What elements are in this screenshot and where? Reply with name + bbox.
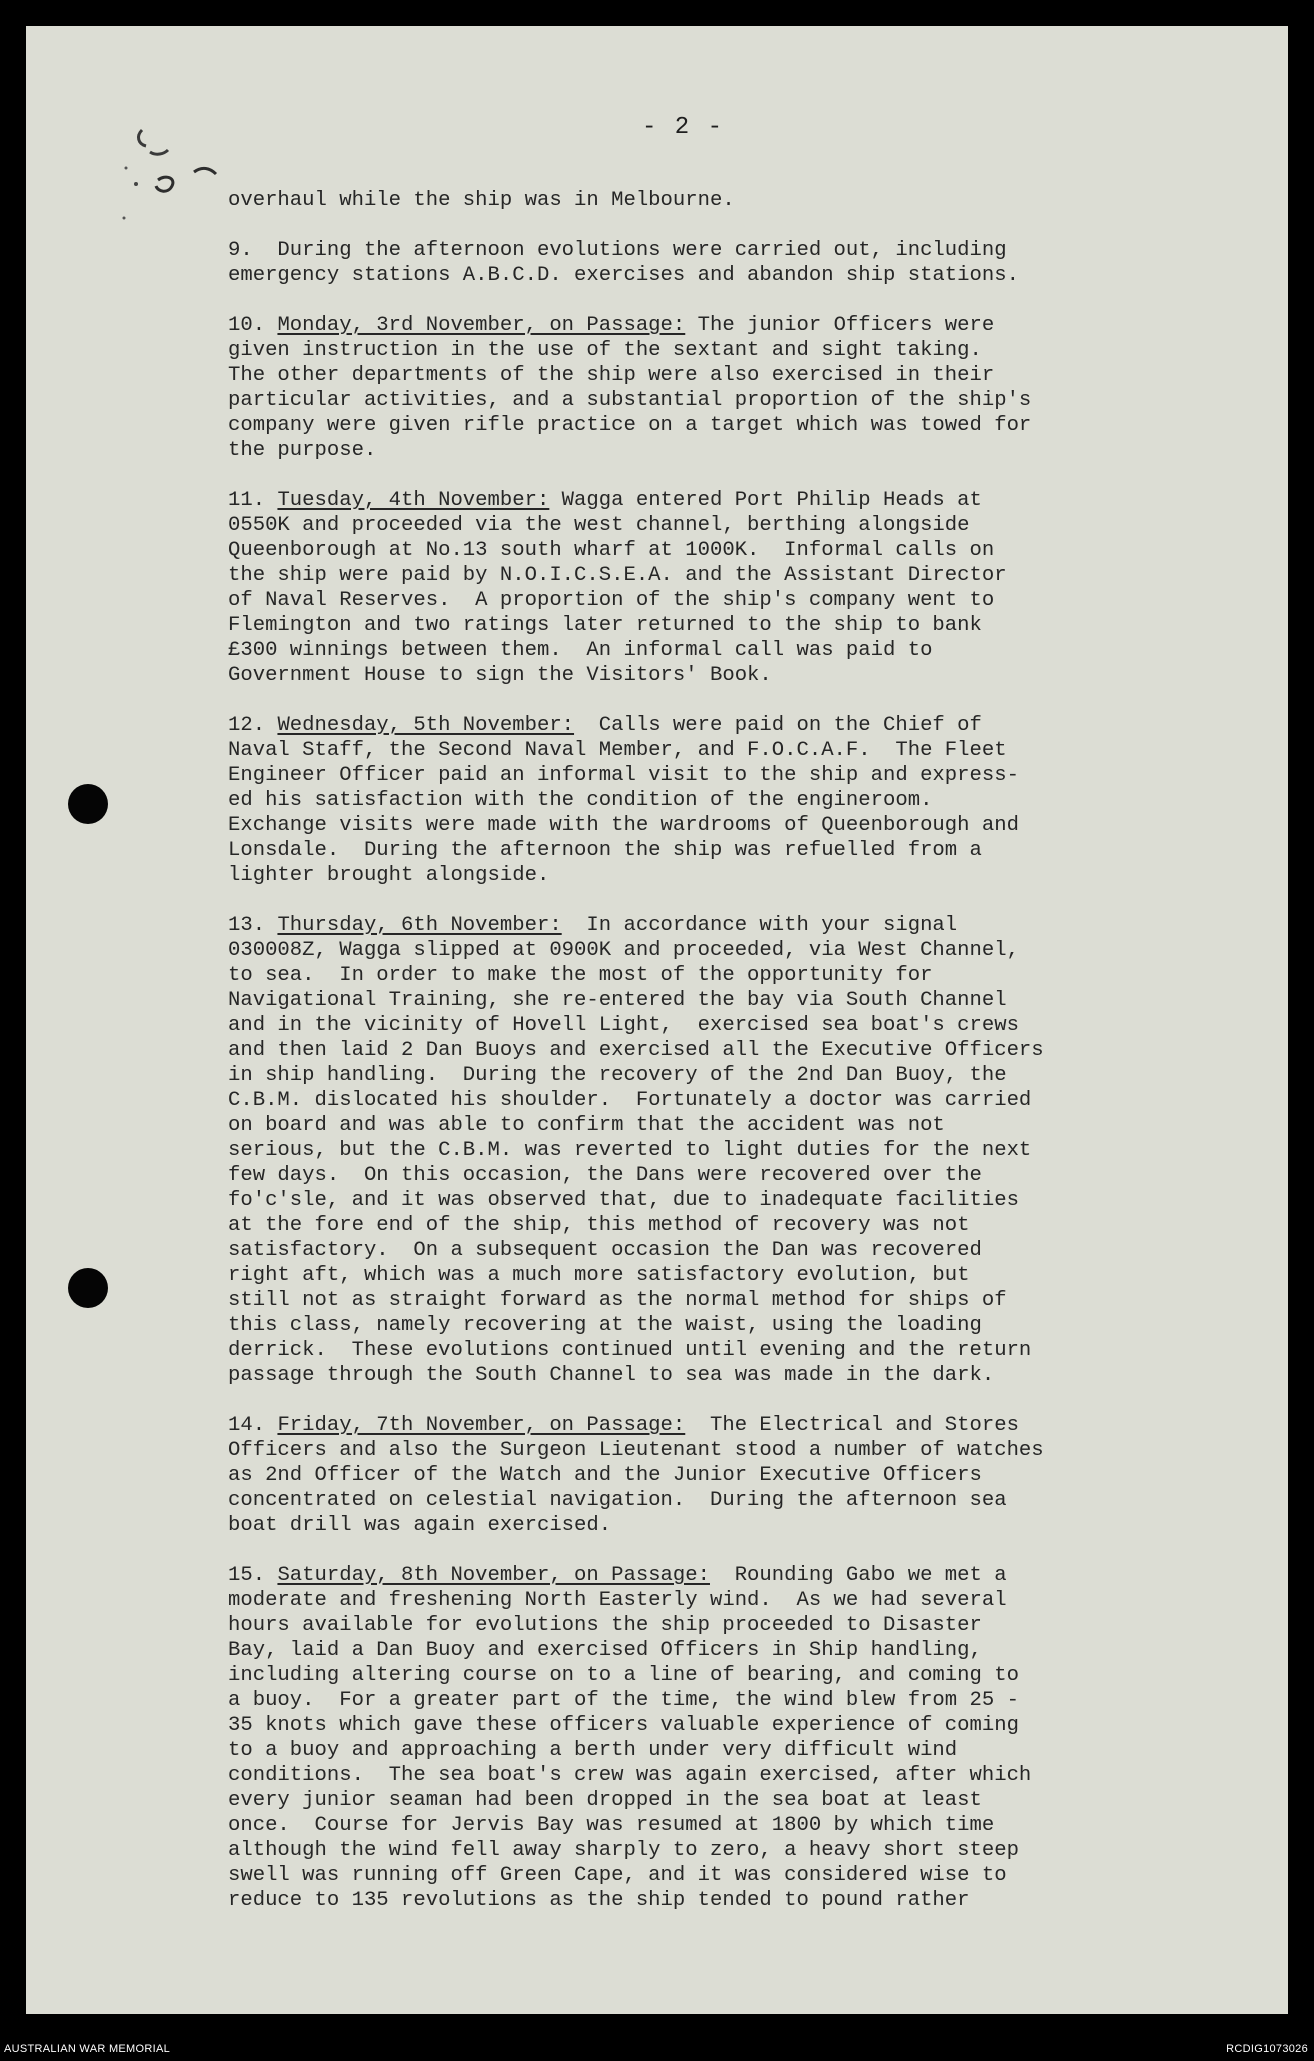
paragraph-heading: Saturday, 8th November, on Passage: [277, 1564, 710, 1587]
paragraph [228, 238, 1108, 288]
text-line: fo'c'sle, and it was observed that, due to inadequate facilities [228, 1189, 1019, 1212]
text-line: right aft, which was a much more satisfactory evolution, but [228, 1264, 970, 1287]
text-line: including altering course on to a line of bearing, and coming to [228, 1664, 1019, 1687]
text-line: 030008Z, Wagga slipped at 0900K and proceeded, via West Channel, [228, 939, 1019, 962]
text-line: emergency stations A.B.C.D. exercises and abandon ship stations. [228, 264, 1019, 287]
text-line [228, 713, 1108, 738]
text-segment: The junior Officers were [685, 314, 995, 337]
text-line: as 2nd Officer of the Watch and the Junior Executive Officers [228, 1464, 982, 1487]
footer-source-label: AUSTRALIAN WAR MEMORIAL [4, 2043, 171, 2055]
punch-hole [68, 784, 108, 824]
text-line: to sea. In order to make the most of the opportunity for [228, 964, 933, 987]
text-line [228, 1413, 1108, 1438]
text-line: Navigational Training, she re-entered the bay via South Channel [228, 989, 1007, 1012]
paragraph [228, 488, 1108, 688]
text-line: a buoy. For a greater part of the time, the wind blew from 25 - [228, 1689, 1019, 1712]
text-line: swell was running off Green Cape, and it was considered wise to [228, 1864, 1007, 1887]
text-line: boat drill was again exercised. [228, 1514, 612, 1537]
paragraph [228, 913, 1108, 1388]
text-line [228, 913, 1108, 938]
text-segment: In accordance with your signal [561, 914, 958, 937]
text-line: few days. On this occasion, the Dans were recovered over the [228, 1164, 982, 1187]
footer-record-id: RCDIG1073026 [1226, 2043, 1308, 2055]
text-line: and then laid 2 Dan Buoys and exercised all the Executive Officers [228, 1039, 1044, 1062]
paragraph [228, 313, 1108, 463]
text-line: the purpose. [228, 439, 377, 462]
paragraph-number: 11. [228, 489, 278, 512]
text-line: Flemington and two ratings later returned to the ship to bank [228, 614, 982, 637]
paragraph [228, 1563, 1108, 1913]
punch-hole [68, 1268, 108, 1308]
text-line: particular activities, and a substantial proportion of the ship's [228, 389, 1032, 412]
document-page [26, 26, 1288, 2014]
document-body [228, 188, 1108, 1938]
text-line: 35 knots which gave these officers valuable experience of coming [228, 1714, 1019, 1737]
text-line: given instruction in the use of the sextant and sight taking. [228, 339, 982, 362]
paragraph [228, 713, 1108, 888]
text-line: Officers and also the Surgeon Lieutenant stood a number of watches [228, 1439, 1044, 1462]
paragraph-number: 13. [228, 914, 278, 937]
text-line: The other departments of the ship were also exercised in their [228, 364, 995, 387]
text-line: Naval Staff, the Second Naval Member, and F.O.C.A.F. The Fleet [228, 739, 1007, 762]
text-line: this class, namely recovering at the waist, using the loading [228, 1314, 982, 1337]
text-line: overhaul while the ship was in Melbourne. [228, 189, 735, 212]
text-line: the ship were paid by N.O.I.C.S.E.A. and the Assistant Director [228, 564, 1007, 587]
text-line: to a buoy and approaching a berth under very difficult wind [228, 1739, 958, 1762]
text-line: £300 winnings between them. An informal call was paid to [228, 639, 933, 662]
text-segment: The Electrical and Stores [685, 1414, 1019, 1437]
text-line: on board and was able to confirm that the accident was not [228, 1114, 945, 1137]
text-line: of Naval Reserves. A proportion of the ship's company went to [228, 589, 995, 612]
text-line: C.B.M. dislocated his shoulder. Fortunately a doctor was carried [228, 1089, 1032, 1112]
text-line: satisfactory. On a subsequent occasion the Dan was recovered [228, 1239, 982, 1262]
page-number: - 2 - [642, 114, 725, 141]
text-segment: Calls were paid on the Chief of [574, 714, 982, 737]
text-line: lighter brought alongside. [228, 864, 550, 887]
paragraph-number: 14. [228, 1414, 278, 1437]
text-line: every junior seaman had been dropped in the sea boat at least [228, 1789, 982, 1812]
text-line [228, 1563, 1108, 1588]
text-line: derrick. These evolutions continued until evening and the return [228, 1339, 1032, 1362]
text-line: moderate and freshening North Easterly wind. As we had several [228, 1589, 1007, 1612]
text-line: ed his satisfaction with the condition of the engineroom. [228, 789, 933, 812]
text-line [228, 313, 1108, 338]
paragraph-heading: Tuesday, 4th November: [277, 489, 550, 512]
text-line: conditions. The sea boat's crew was again exercised, after which [228, 1764, 1032, 1787]
text-line: once. Course for Jervis Bay was resumed at 1800 by which time [228, 1814, 995, 1837]
text-line [228, 488, 1108, 513]
paragraph-heading: Friday, 7th November, on Passage: [277, 1414, 686, 1437]
text-line: Exchange visits were made with the wardrooms of Queenborough and [228, 814, 1019, 837]
text-line: reduce to 135 revolutions as the ship tended to pound rather [228, 1889, 970, 1912]
text-line: company were given rifle practice on a target which was towed for [228, 414, 1032, 437]
paragraph-number: 10. [228, 314, 278, 337]
text-line: passage through the South Channel to sea was made in the dark. [228, 1364, 995, 1387]
text-line: still not as straight forward as the normal method for ships of [228, 1289, 1007, 1312]
text-line: Engineer Officer paid an informal visit to the ship and express- [228, 764, 1019, 787]
text-line: concentrated on celestial navigation. During the afternoon sea [228, 1489, 1007, 1512]
ink-smudge-mark [106, 122, 246, 252]
text-line: 9. During the afternoon evolutions were carried out, including [228, 239, 1007, 262]
text-segment: Wagga entered Port Philip Heads at [549, 489, 982, 512]
text-line: 0550K and proceeded via the west channel, berthing alongside [228, 514, 970, 537]
text-line: Queenborough at No.13 south wharf at 1000K. Informal calls on [228, 539, 995, 562]
paragraph [228, 188, 1108, 213]
text-segment: Rounding Gabo we met a [709, 1564, 1007, 1587]
text-line: Government House to sign the Visitors' Book. [228, 664, 772, 687]
paragraph-number: 15. [228, 1564, 278, 1587]
text-line: Lonsdale. During the afternoon the ship was refuelled from a [228, 839, 982, 862]
text-line: and in the vicinity of Hovell Light, exercised sea boat's crews [228, 1014, 1019, 1037]
paragraph-heading: Wednesday, 5th November: [277, 714, 575, 737]
text-line: Bay, laid a Dan Buoy and exercised Officers in Ship handling, [228, 1639, 982, 1662]
text-line: hours available for evolutions the ship proceeded to Disaster [228, 1614, 982, 1637]
paragraph-number: 12. [228, 714, 278, 737]
text-line: in ship handling. During the recovery of the 2nd Dan Buoy, the [228, 1064, 1007, 1087]
paragraph [228, 1413, 1108, 1538]
paragraph-heading: Thursday, 6th November: [277, 914, 562, 937]
paragraph-heading: Monday, 3rd November, on Passage: [277, 314, 686, 337]
text-line: although the wind fell away sharply to zero, a heavy short steep [228, 1839, 1019, 1862]
text-line: at the fore end of the ship, this method of recovery was not [228, 1214, 970, 1237]
text-line: serious, but the C.B.M. was reverted to light duties for the next [228, 1139, 1032, 1162]
footer-bar [0, 2036, 1314, 2061]
